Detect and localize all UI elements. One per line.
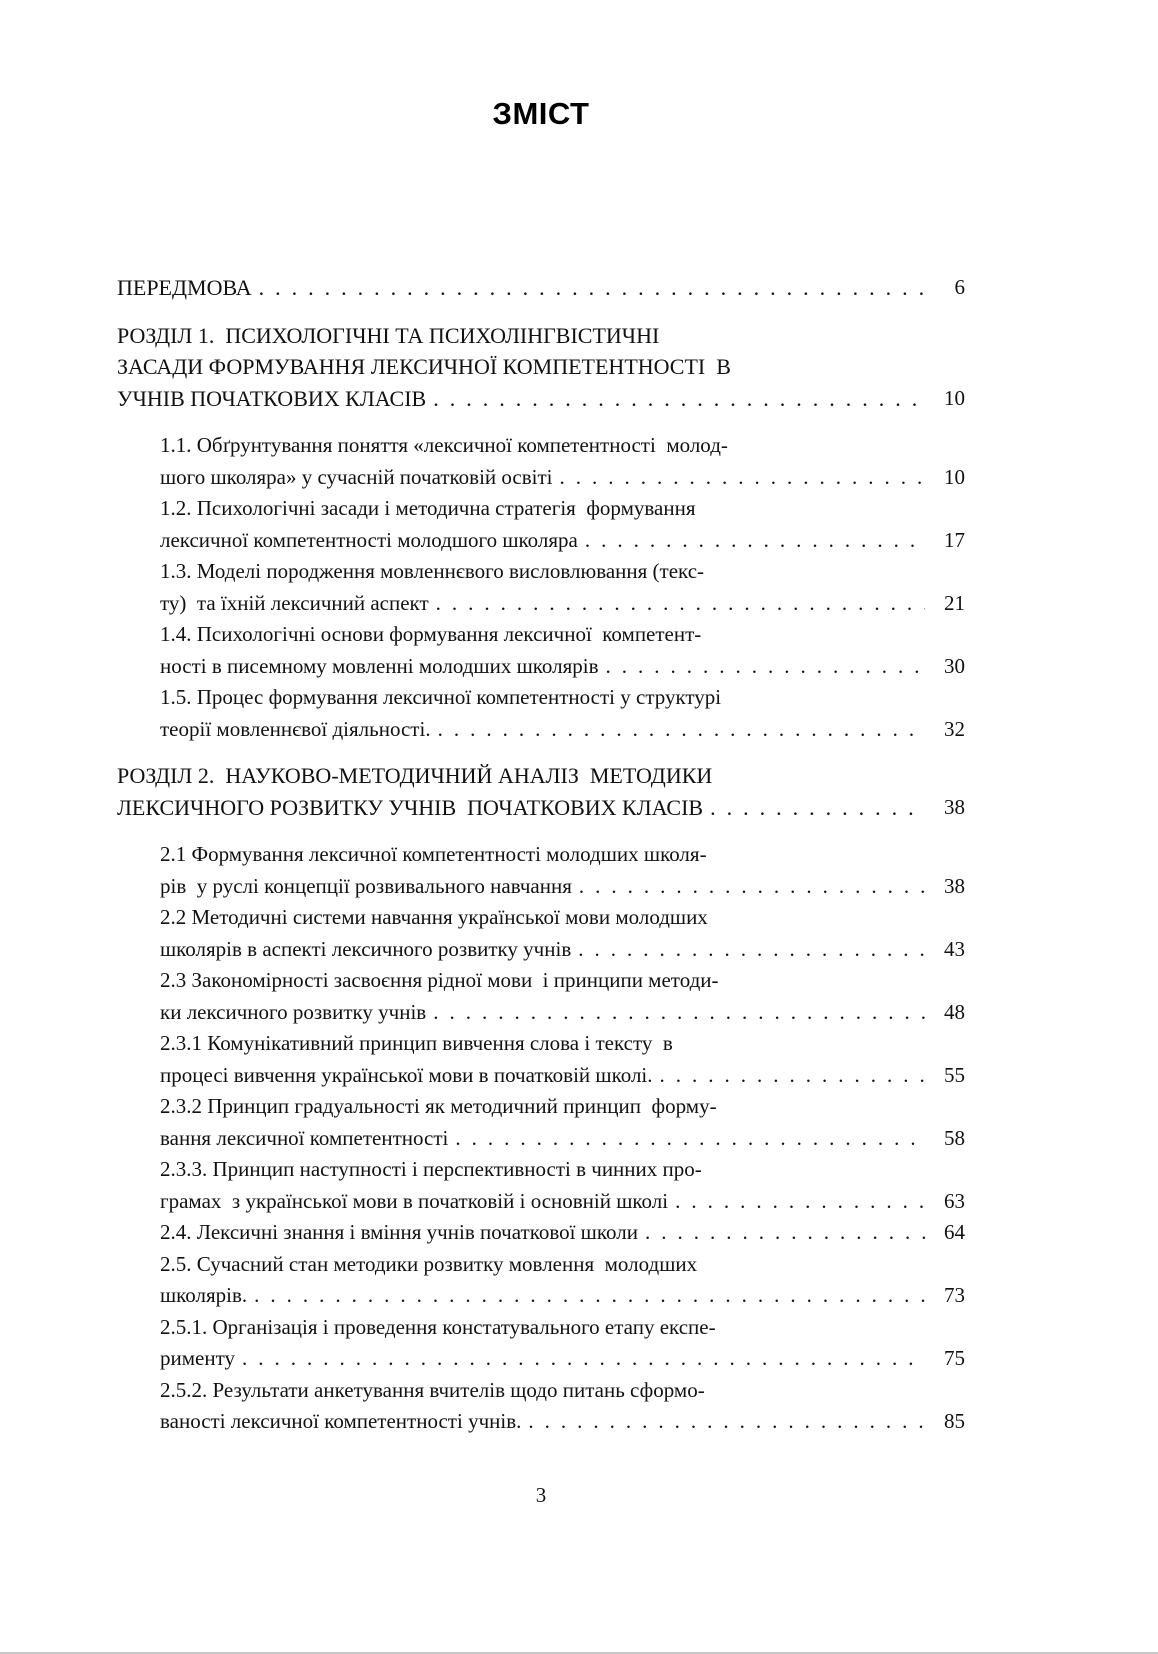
dot-leader xyxy=(675,1186,925,1218)
toc-entry-text: ПЕРЕДМОВА xyxy=(117,275,252,300)
toc-page-number: 21 xyxy=(944,590,965,615)
toc-entry xyxy=(117,1091,965,1154)
toc-page-number: 64 xyxy=(944,1220,965,1244)
page-footer xyxy=(117,1485,965,1506)
toc-page-number: 75 xyxy=(944,1346,965,1370)
toc-entry-line xyxy=(160,1060,965,1092)
toc-entry-line xyxy=(117,760,965,792)
toc-entry-line xyxy=(160,1217,965,1249)
toc-entry-line xyxy=(160,1280,965,1312)
toc-page-number: 73 xyxy=(944,1283,965,1307)
toc-entry-line xyxy=(160,1375,965,1407)
toc-entry-line xyxy=(160,1186,965,1218)
toc-entry-text: ваності лексичної компетентності учнів. xyxy=(160,1409,522,1433)
toc-entry-text: процесі вивчення української мови в початковій школі. xyxy=(160,1062,653,1087)
toc-entry-text: УЧНІВ ПОЧАТКОВИХ КЛАСІВ xyxy=(117,385,427,411)
toc-entry-line xyxy=(117,320,965,352)
toc-page-number: 6 xyxy=(954,275,965,299)
toc-page-number: 38 xyxy=(944,794,965,819)
toc-entry-text: 2.5.2. Результати анкетування вчителів щодо питань сформо- xyxy=(160,1377,705,1402)
toc-entry-text: РОЗДІЛ 1. ПСИХОЛОГІЧНІ ТА ПСИХОЛІНГВІСТИЧНІ xyxy=(117,322,660,348)
toc-entry-text: 1.1. Обґрунтування поняття «лексичної компетентності молод- xyxy=(160,433,728,457)
toc-entry-line xyxy=(160,1154,965,1186)
toc-entry-line xyxy=(160,902,965,934)
toc-entry-line xyxy=(160,714,965,746)
toc-entry-text: 2.3.1 Комунікативний принцип вивчення слова і тексту в xyxy=(160,1031,673,1055)
toc-entry xyxy=(117,902,965,965)
toc-entry-line xyxy=(160,997,965,1029)
toc-page-number: 10 xyxy=(944,385,965,410)
dot-leader xyxy=(660,1060,925,1092)
toc-entry xyxy=(117,1375,965,1438)
toc-entry-line xyxy=(117,792,965,824)
toc-entry xyxy=(117,760,965,823)
dot-leader xyxy=(606,651,926,683)
toc-entry-line xyxy=(160,462,965,494)
toc-entry-text: 1.4. Психологічні основи формування лексичної компетент- xyxy=(160,622,702,646)
toc-entry-line xyxy=(160,1312,965,1344)
toc-entry-text: вання лексичної компетентності xyxy=(160,1125,449,1150)
toc-entry-text: шого школяра» у сучасній початковій освіті xyxy=(160,464,553,489)
toc-content xyxy=(117,96,965,1438)
toc-entry-line xyxy=(160,556,965,588)
toc-entry-line xyxy=(160,525,965,557)
toc-entry-line xyxy=(117,272,965,304)
toc-entry xyxy=(117,493,965,556)
toc-entry xyxy=(117,556,965,619)
toc-entry-text: школярів. xyxy=(160,1283,248,1307)
dot-leader xyxy=(438,714,925,746)
toc-entry-line xyxy=(160,1249,965,1281)
toc-entry-line xyxy=(160,493,965,525)
dot-leader xyxy=(259,272,925,304)
dot-leader xyxy=(710,792,925,824)
toc-entry xyxy=(117,1312,965,1375)
toc-entry-text: рів у руслі концепції розвивального навчання xyxy=(160,873,572,898)
toc-entry-line xyxy=(160,934,965,966)
dot-leader xyxy=(433,383,925,415)
toc-entry-line xyxy=(160,682,965,714)
footer-page-number: 3 xyxy=(535,1483,547,1507)
toc-entry xyxy=(117,320,965,415)
page-title: ЗМІСТ xyxy=(492,96,590,131)
toc-entry xyxy=(117,1028,965,1091)
toc-page-number: 58 xyxy=(944,1125,965,1150)
toc-entry-text: 2.3.3. Принцип наступності і перспективності в чинних про- xyxy=(160,1157,702,1181)
dot-leader xyxy=(455,1123,925,1155)
toc-entry-text: 1.3. Моделі породження мовленнєвого висловлювання (текс- xyxy=(160,559,705,583)
toc-entry xyxy=(117,1217,965,1249)
toc-entry-line xyxy=(160,1343,965,1375)
toc-page-number: 30 xyxy=(944,653,965,678)
toc-entry-line xyxy=(160,588,965,620)
toc-page-number: 17 xyxy=(944,527,965,552)
toc-page-number: 10 xyxy=(944,464,965,489)
toc-entry-text: теорії мовленнєвої діяльності. xyxy=(160,716,431,741)
dot-leader xyxy=(528,1406,925,1438)
toc-page-number: 38 xyxy=(944,873,965,898)
toc-entry xyxy=(117,682,965,745)
toc-entry-text: 1.2. Психологічні засади і методична стратегія формування xyxy=(160,496,696,520)
toc-entry-text: ЛЕКСИЧНОГО РОЗВИТКУ УЧНІВ ПОЧАТКОВИХ КЛАСІВ xyxy=(117,794,704,820)
toc-entry-text: грамах з української мови в початковій і основній школі xyxy=(160,1188,669,1213)
toc-entry-text: 2.5.1. Організація і проведення констатувального етапу експе- xyxy=(160,1314,716,1339)
dot-leader xyxy=(579,871,925,903)
toc-entry-text: рименту xyxy=(160,1346,235,1370)
toc-entry xyxy=(117,619,965,682)
toc-entry xyxy=(117,839,965,902)
toc-entry-line xyxy=(160,430,965,462)
toc-entry-line xyxy=(117,383,965,415)
toc-entry-line xyxy=(160,1123,965,1155)
toc-entry xyxy=(117,430,965,493)
toc-entry-text: 2.1 Формування лексичної компетентності молодших школя- xyxy=(160,842,707,866)
toc-page-number: 43 xyxy=(944,936,965,961)
toc-page-number: 63 xyxy=(944,1188,965,1213)
toc-entry-text: РОЗДІЛ 2. НАУКОВО-МЕТОДИЧНИЙ АНАЛІЗ МЕТОДИКИ xyxy=(117,763,713,788)
dot-leader xyxy=(645,1217,925,1249)
toc-entry-line xyxy=(160,1028,965,1060)
dot-leader xyxy=(436,588,925,620)
dot-leader xyxy=(578,934,925,966)
dot-leader xyxy=(242,1343,925,1375)
toc-entry xyxy=(117,1249,965,1312)
toc-entry-text: ту) та їхній лексичний аспект xyxy=(160,590,429,615)
toc-page-number: 32 xyxy=(944,716,965,741)
toc-entry-line xyxy=(160,871,965,903)
toc-entry-text: лексичної компетентності молодшого школяра xyxy=(160,527,578,552)
toc-entry-text: ЗАСАДИ ФОРМУВАННЯ ЛЕКСИЧНОЇ КОМПЕТЕНТНОСТІ В xyxy=(117,354,731,379)
toc-entry-line xyxy=(160,1091,965,1123)
toc-page-number: 48 xyxy=(944,999,965,1024)
toc-entry-text: ності в писемному мовленні молодших школярів xyxy=(160,653,599,678)
toc-entry xyxy=(117,272,965,304)
toc-entry xyxy=(117,965,965,1028)
toc-entry-line xyxy=(117,351,965,383)
toc-entry-text: 2.3.2 Принцип градуальності як методичний принцип форму- xyxy=(160,1094,717,1118)
toc-entry-line xyxy=(160,965,965,997)
toc-entry-line xyxy=(160,651,965,683)
toc-entry-text: 2.5. Сучасний стан методики розвитку мовлення молодших xyxy=(160,1251,698,1276)
toc-entry-text: ки лексичного розвитку учнів xyxy=(160,999,427,1024)
toc-entry-text: 1.5. Процес формування лексичної компетентності у структурі xyxy=(160,685,722,709)
toc-entry-text: 2.2 Методичні системи навчання української мови молодших xyxy=(160,905,708,929)
toc-entry-line xyxy=(160,839,965,871)
dot-leader xyxy=(433,997,925,1029)
toc-page-number: 85 xyxy=(944,1409,965,1433)
toc-entry-line xyxy=(160,619,965,651)
toc-entry-text: 2.3 Закономірності засвоєння рідної мови і принципи методи- xyxy=(160,968,719,992)
toc-list xyxy=(117,272,965,1438)
toc-entry-text: 2.4. Лексичні знання і вміння учнів початкової школи xyxy=(160,1220,638,1244)
dot-leader xyxy=(254,1280,925,1312)
dot-leader xyxy=(560,462,926,494)
toc-entry xyxy=(117,1154,965,1217)
dot-leader xyxy=(585,525,925,557)
toc-entry-line xyxy=(160,1406,965,1438)
toc-entry-text: школярів в аспекті лексичного розвитку учнів xyxy=(160,936,572,961)
toc-page-number: 55 xyxy=(944,1062,965,1087)
